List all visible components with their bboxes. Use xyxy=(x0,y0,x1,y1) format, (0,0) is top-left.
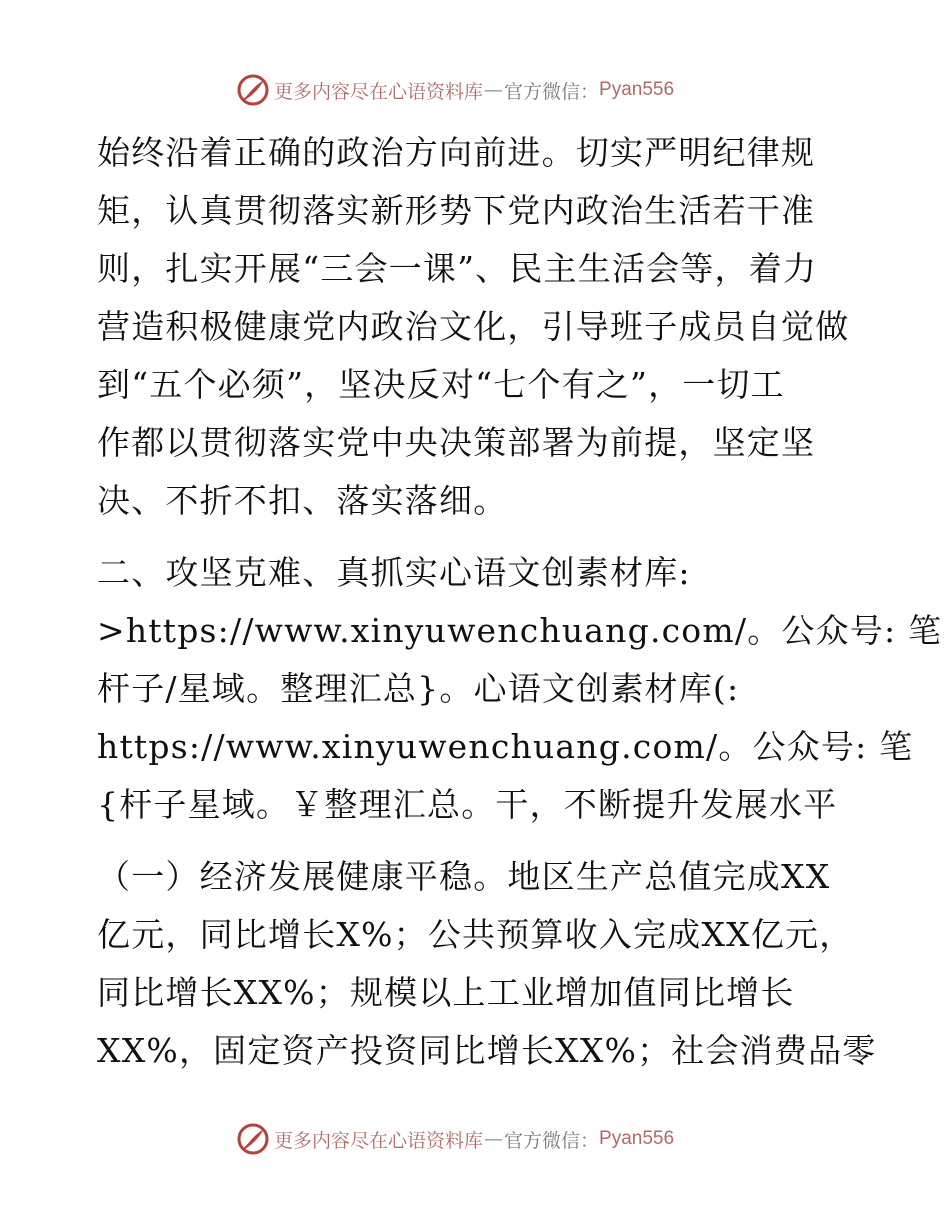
footer-wechat-id: Pyan556 xyxy=(599,1128,675,1149)
text-line: XX%，固定资产投资同比增长XX%；社会消费品零 xyxy=(97,1031,877,1070)
header-watermark-dash: — xyxy=(484,79,504,101)
paragraph xyxy=(97,544,943,834)
text-line: 营造积极健康党内政治文化，引导班子成员自觉做 xyxy=(97,307,850,346)
text-line: 矩，认真贯彻落实新形势下党内政治生活若干准 xyxy=(97,191,816,230)
body-text xyxy=(97,124,943,1080)
text-line: >https://www.xinyuwenchuang.com/。公众号: 笔 xyxy=(97,611,943,650)
text-line: 同比增长XX%；规模以上工业增加值同比增长 xyxy=(97,973,795,1012)
footer-watermark-dash: — xyxy=(484,1128,504,1150)
text-line: https://www.xinyuwenchuang.com/。公众号: 笔 xyxy=(97,727,914,766)
section-heading-line: 二、攻坚克难、真抓实心语文创素材库: xyxy=(97,553,691,592)
text-line: 决、不折不扣、落实落细。 xyxy=(97,481,508,520)
text-line: {杆子星域。￥整理汇总。干，不断提升发展水平 xyxy=(97,785,838,824)
text-line: （一）经济发展健康平稳。地区生产总值完成XX xyxy=(97,857,831,896)
paragraph xyxy=(97,848,897,1080)
footer-watermark-text: 更多内容尽在心语资料库 xyxy=(274,1129,484,1152)
header-watermark-text: 更多内容尽在心语资料库 xyxy=(274,80,484,103)
footer-wechat-label: 官方微信： xyxy=(504,1129,600,1152)
paragraph xyxy=(97,124,897,530)
quill-logo-icon xyxy=(236,73,270,107)
text-line: 则，扎实开展“三会一课”、民主生活会等，着力 xyxy=(97,249,818,288)
text-line: 到“五个必须”，坚决反对“七个有之”，一切工 xyxy=(97,365,785,404)
text-line: 亿元，同比增长X%；公共预算收入完成XX亿元， xyxy=(97,915,854,954)
text-line: 杆子/星域。整理汇总}。心语文创素材库(: xyxy=(97,669,740,708)
header-wechat-label: 官方微信： xyxy=(504,80,600,103)
header-wechat-id: Pyan556 xyxy=(599,79,675,100)
text-line: 始终沿着正确的政治方向前进。切实严明纪律规 xyxy=(97,133,816,172)
text-line: 作都以贯彻落实党中央决策部署为前提，坚定坚 xyxy=(97,423,816,462)
quill-logo-icon xyxy=(236,1122,270,1156)
footer-watermark xyxy=(236,1122,716,1156)
header-watermark xyxy=(236,73,716,107)
